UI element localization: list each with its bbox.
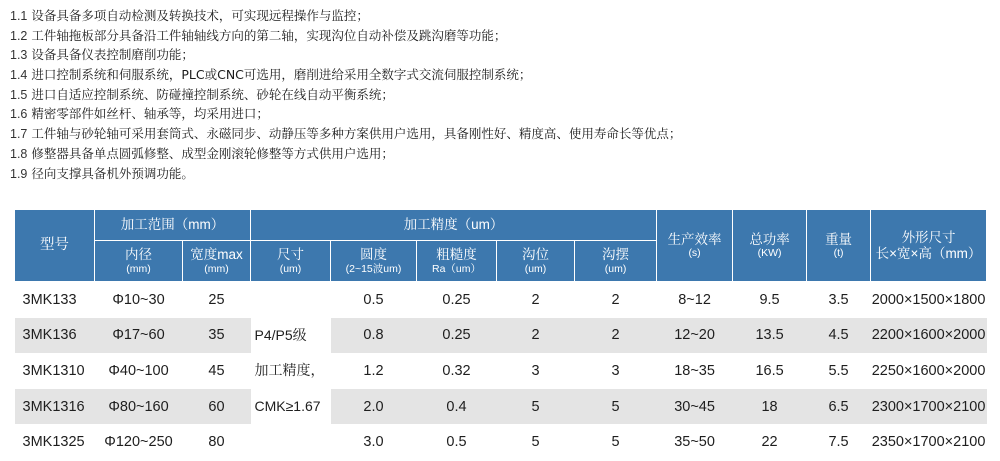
cell-groove-pos: 3 — [497, 353, 575, 389]
feature-item — [10, 65, 990, 85]
table-header-row — [15, 210, 987, 241]
feature-list — [10, 6, 990, 183]
cell-rough: 0.25 — [417, 318, 497, 354]
cell-groove-pos: 5 — [497, 389, 575, 425]
cell-rough: 0.5 — [417, 424, 497, 460]
feature-text: 进口控制系统和伺服系统，PLC或CNC可选用，磨削进给采用全数字式交流伺服控制系统； — [27, 67, 532, 83]
header-round-label: 圆度 — [360, 247, 387, 263]
feature-item — [10, 104, 990, 124]
header-rough-unit: Ra（um） — [431, 262, 481, 275]
feature-text: 径向支撑具备机外预调功能。 — [27, 165, 194, 181]
cell-weight: 6.5 — [807, 389, 871, 425]
cell-groove-swing: 5 — [575, 389, 657, 425]
header-power — [733, 210, 807, 282]
cell-width: 25 — [183, 282, 251, 318]
cell-power: 22 — [733, 424, 807, 460]
feature-number: 1.7 — [10, 127, 28, 142]
header-power-unit: (KW) — [757, 247, 782, 260]
header-groove-pos-unit: (um) — [524, 262, 547, 275]
cell-size: 2300×1700×2100 — [871, 389, 987, 425]
header-rough-label: 粗糙度 — [436, 247, 477, 263]
feature-number: 1.8 — [10, 146, 28, 161]
cell-weight: 4.5 — [807, 318, 871, 354]
cell-width: 45 — [183, 353, 251, 389]
cell-groove-swing: 2 — [575, 318, 657, 354]
header-width-label: 宽度max — [190, 247, 243, 263]
header-range: 加工范围（mm） — [95, 210, 251, 241]
cell-weight: 7.5 — [807, 424, 871, 460]
cell-groove-swing: 2 — [575, 282, 657, 318]
header-inner-label: 内径 — [125, 247, 152, 263]
header-size-sub: 长×宽×高（mm） — [875, 245, 982, 261]
header-power-label: 总功率 — [749, 231, 790, 247]
feature-text: 修整器具备单点圆弧修整、成型金刚滚轮修整等方式供用户选用； — [27, 145, 394, 161]
feature-text: 精密零部件如丝杆、轴承等，均采用进口； — [27, 106, 269, 122]
header-efficiency-label: 生产效率 — [667, 231, 722, 247]
feature-item — [10, 85, 990, 105]
cell-efficiency: 18~35 — [657, 353, 733, 389]
feature-item — [10, 124, 990, 144]
feature-text: 进口自适应控制系统、防碰撞控制系统、砂轮在线自动平衡系统； — [27, 86, 394, 102]
header-model: 型号 — [15, 210, 95, 282]
cell-efficiency: 35~50 — [657, 424, 733, 460]
header-groove-swing-unit: (um) — [604, 262, 627, 275]
feature-number: 1.4 — [10, 68, 28, 83]
cell-round: 3.0 — [331, 424, 417, 460]
cell-width: 35 — [183, 318, 251, 354]
dim-grade: P4/P5级 — [254, 326, 307, 343]
header-width-unit: (mm) — [204, 262, 229, 275]
cell-inner: Φ10~30 — [95, 282, 183, 318]
dim-cmk: CMK≥1.67 — [254, 397, 321, 414]
header-rough — [417, 241, 497, 282]
feature-item — [10, 26, 990, 46]
cell-rough: 0.4 — [417, 389, 497, 425]
cell-round: 0.5 — [331, 282, 417, 318]
feature-number: 1.2 — [10, 28, 28, 43]
header-dim — [251, 241, 331, 282]
cell-power: 9.5 — [733, 282, 807, 318]
header-efficiency — [657, 210, 733, 282]
cell-inner: Φ40~100 — [95, 353, 183, 389]
header-dim-unit: (um) — [279, 262, 302, 275]
cell-model: 3MK133 — [15, 282, 95, 318]
cell-inner: Φ120~250 — [95, 424, 183, 460]
feature-text: 工件轴拖板部分具备沿工件轴轴线方向的第二轴，实现沟位自动补偿及跳沟磨等功能； — [27, 27, 507, 43]
feature-text: 设备具备仪表控制磨削功能； — [27, 47, 194, 63]
cell-inner: Φ80~160 — [95, 389, 183, 425]
cell-efficiency: 12~20 — [657, 318, 733, 354]
cell-size: 2200×1600×2000 — [871, 318, 987, 354]
cell-width: 60 — [183, 389, 251, 425]
header-groove-pos-label: 沟位 — [522, 247, 549, 263]
cell-power: 13.5 — [733, 318, 807, 354]
header-inner-unit: (mm) — [126, 262, 151, 275]
dim-precision: 加工精度， — [254, 362, 325, 379]
cell-efficiency: 30~45 — [657, 389, 733, 425]
dim-blank — [255, 282, 331, 318]
spec-table — [14, 209, 987, 460]
cell-model: 3MK136 — [15, 318, 95, 354]
header-inner — [95, 241, 183, 282]
feature-text: 设备具备多项自动检测及转换技术，可实现远程操作与监控； — [27, 8, 369, 23]
header-efficiency-unit: (s) — [688, 247, 701, 260]
cell-round: 2.0 — [331, 389, 417, 425]
cell-groove-swing: 3 — [575, 353, 657, 389]
header-groove-swing-label: 沟摆 — [602, 247, 630, 263]
feature-number: 1.9 — [10, 166, 28, 181]
header-groove-swing — [575, 241, 657, 282]
cell-rough: 0.25 — [417, 282, 497, 318]
cell-size: 2000×1500×1800 — [871, 282, 987, 318]
cell-model: 3MK1310 — [15, 353, 95, 389]
table-row — [15, 318, 987, 354]
header-groove-pos — [497, 241, 575, 282]
cell-dim-merged — [251, 282, 331, 460]
cell-rough: 0.32 — [417, 353, 497, 389]
feature-item — [10, 45, 990, 65]
header-weight-unit: (t) — [833, 247, 844, 260]
header-weight-label: 重量 — [825, 231, 853, 247]
header-size-label: 外形尺寸 — [901, 229, 956, 245]
header-size — [871, 210, 987, 282]
header-precision: 加工精度（um） — [251, 210, 657, 241]
cell-groove-swing: 5 — [575, 424, 657, 460]
cell-size: 2250×1600×2000 — [871, 353, 987, 389]
table-row — [15, 353, 987, 389]
cell-weight: 5.5 — [807, 353, 871, 389]
header-weight — [807, 210, 871, 282]
cell-power: 18 — [733, 389, 807, 425]
header-round-unit: (2~15波um) — [345, 262, 402, 275]
cell-power: 16.5 — [733, 353, 807, 389]
feature-text: 工件轴与砂轮轴可采用套筒式、永磁同步、动静压等多种方案供用户选用，具备刚性好、精度高、使用寿命长等优点； — [27, 126, 682, 142]
cell-round: 0.8 — [331, 318, 417, 354]
feature-item — [10, 6, 990, 26]
cell-groove-pos: 2 — [497, 282, 575, 318]
table-row — [15, 282, 987, 318]
feature-item — [10, 144, 990, 164]
cell-efficiency: 8~12 — [657, 282, 733, 318]
header-dim-label: 尺寸 — [277, 247, 304, 263]
cell-round: 1.2 — [331, 353, 417, 389]
feature-number: 1.3 — [10, 48, 28, 63]
cell-groove-pos: 5 — [497, 424, 575, 460]
cell-size: 2350×1700×2100 — [871, 424, 987, 460]
feature-item — [10, 164, 990, 184]
cell-inner: Φ17~60 — [95, 318, 183, 354]
table-row — [15, 424, 987, 460]
table-row — [15, 389, 987, 425]
header-round — [331, 241, 417, 282]
feature-number: 1.6 — [10, 107, 28, 122]
cell-groove-pos: 2 — [497, 318, 575, 354]
header-width — [183, 241, 251, 282]
cell-model: 3MK1316 — [15, 389, 95, 425]
cell-weight: 3.5 — [807, 282, 871, 318]
feature-number: 1.1 — [10, 9, 28, 23]
cell-width: 80 — [183, 424, 251, 460]
feature-number: 1.5 — [10, 87, 28, 102]
cell-model: 3MK1325 — [15, 424, 95, 460]
